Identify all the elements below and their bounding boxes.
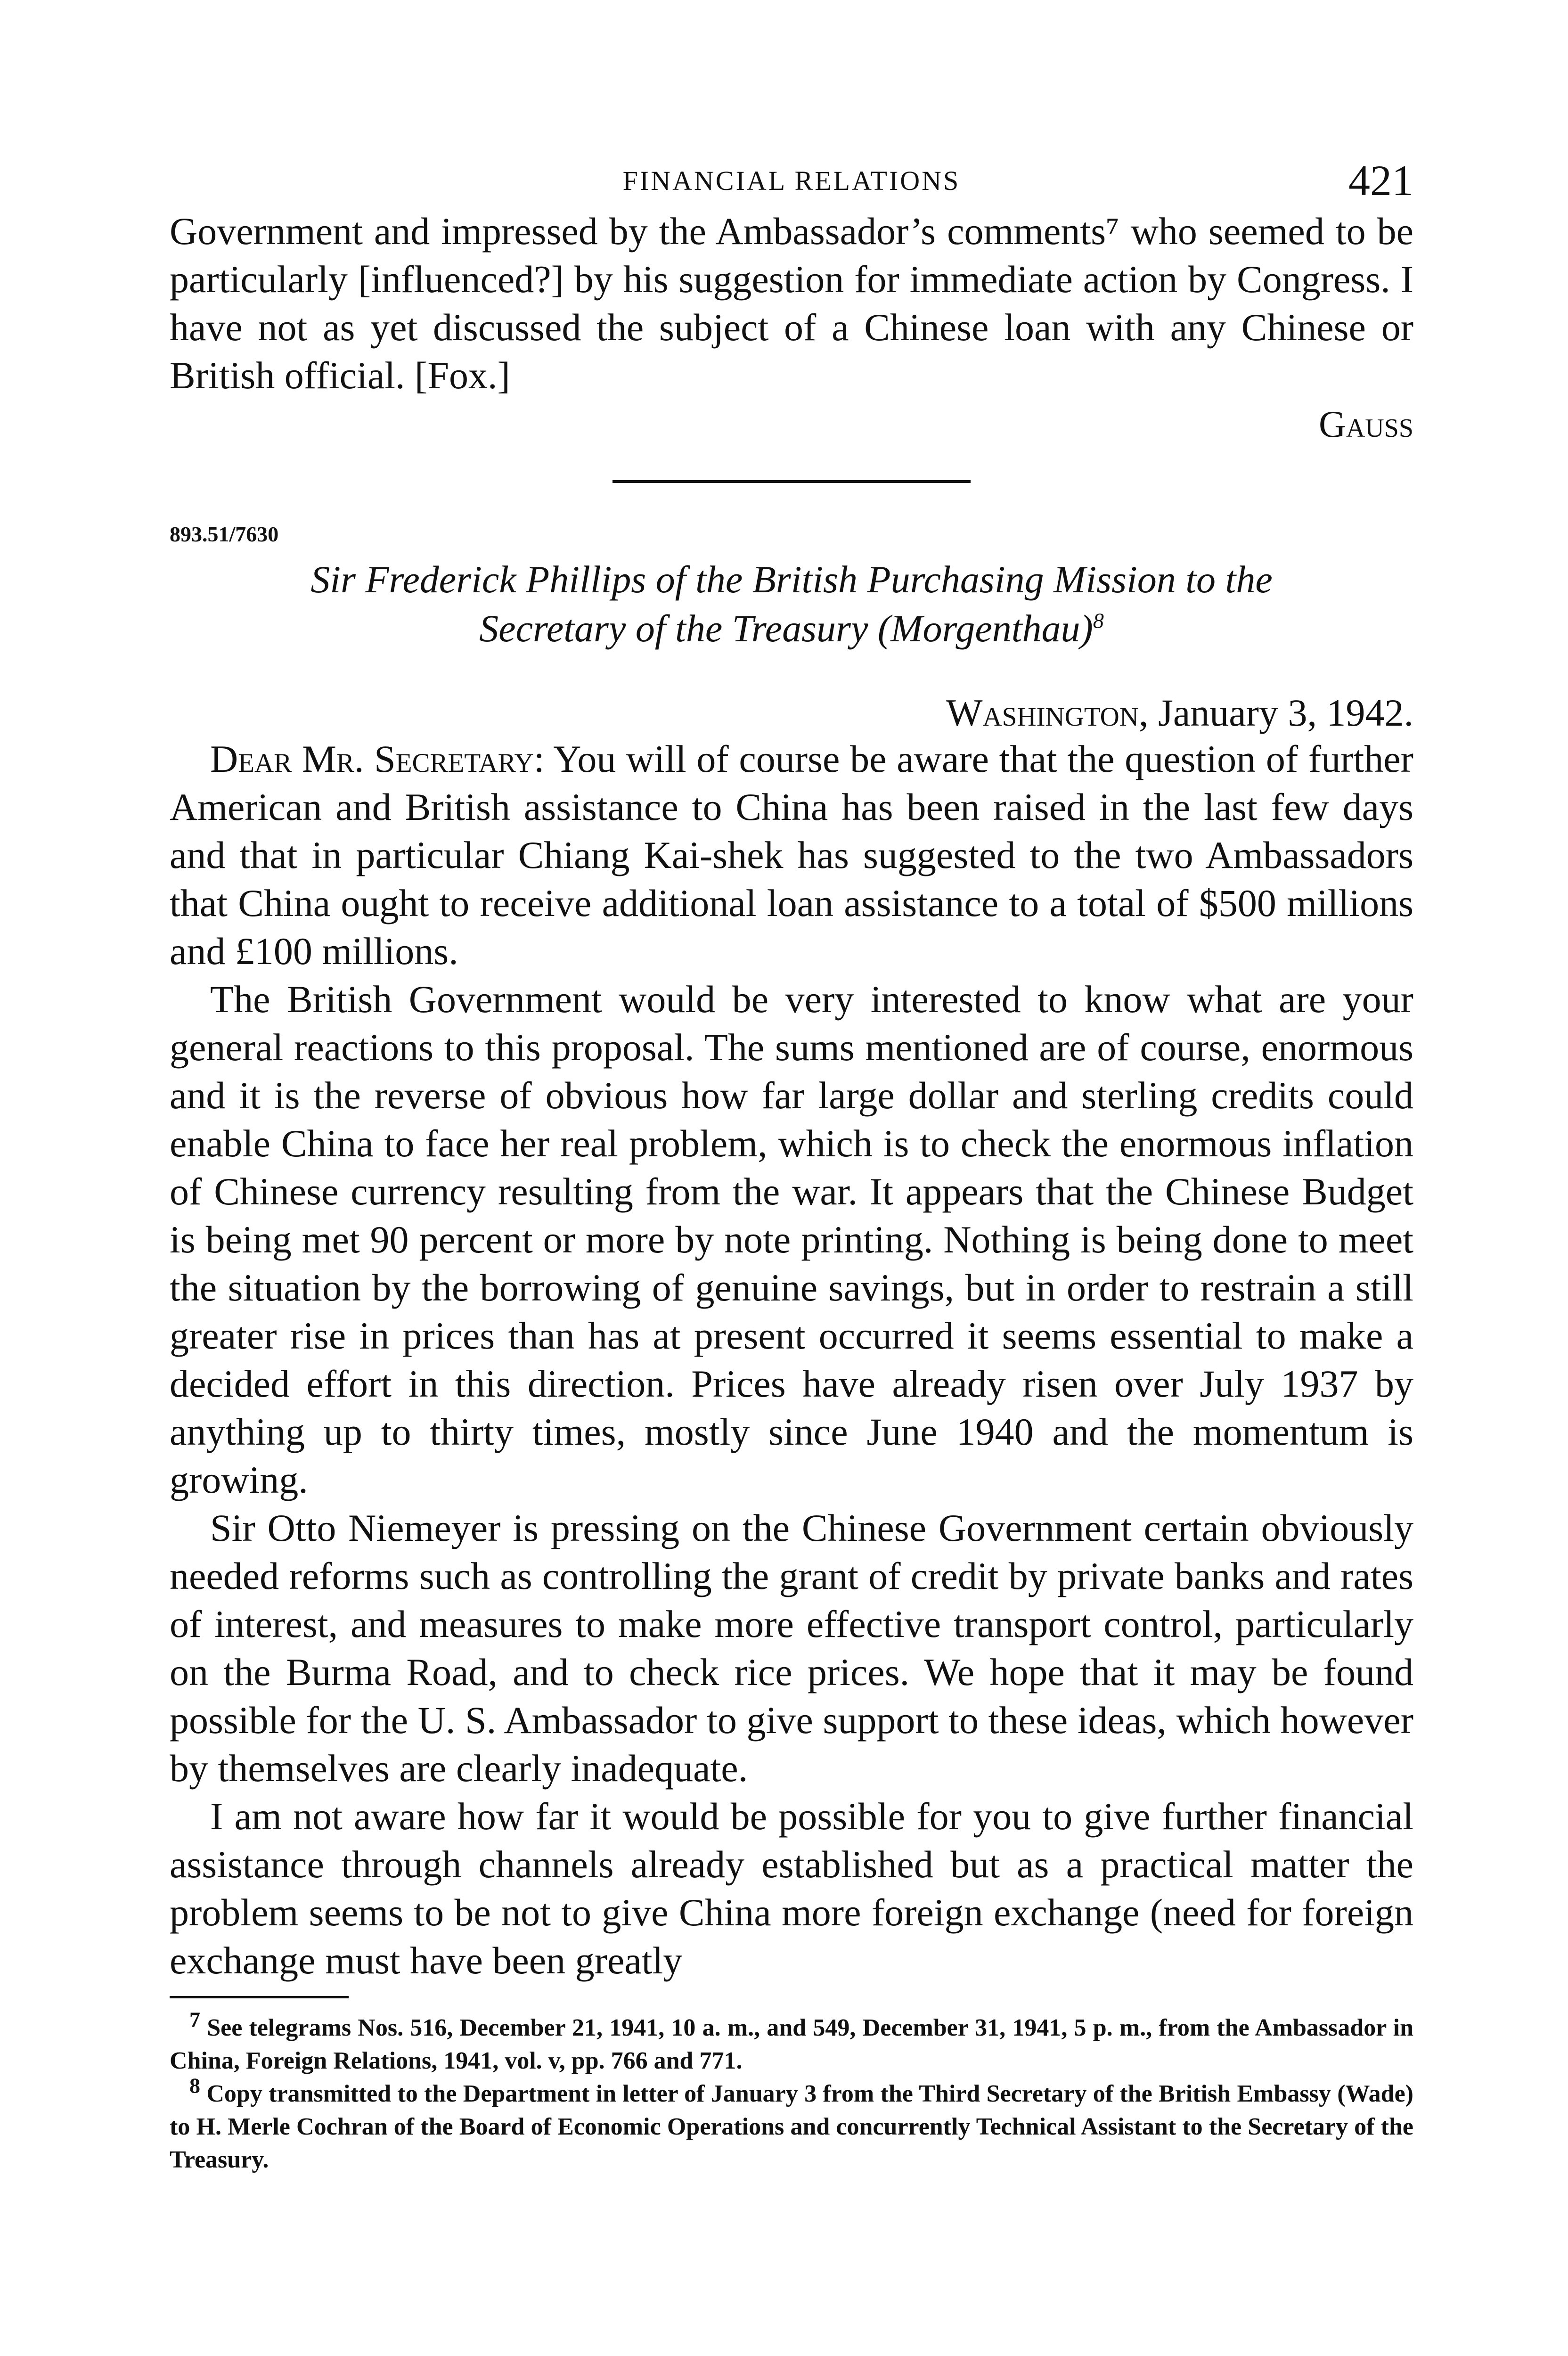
signature: Gauss [1319,404,1413,445]
footnote-8-text: Copy transmitted to the Department in letter of January 3 from the Third Secretary of the British Embassy (Wade) to H. Merle Cochran of the Board of Economic Operations and concurrently Technical Assistant to the Secretary of the Treasury. [170,2080,1413,2173]
footnote-rule [170,1996,349,1998]
running-title: FINANCIAL RELATIONS [622,165,961,196]
heading-line-2-text: Secretary of the Treasury (Morgenthau) [479,607,1093,650]
footnote-7 [170,2007,1413,2078]
previous-document-text [170,207,1413,400]
footnotes [170,2007,1413,2176]
page-number: 421 [1348,156,1413,205]
file-number: 893.51/7630 [170,522,279,546]
footnote-marker-8: 8 [1093,608,1104,633]
letter-paragraph-2: The British Government would be very interested to know what are your general reactions to this proposal. The sums mentioned are of course, enormous and it is the reverse of obvious how far large dollar and sterling credits could enable China to face her real problem, which is to check the enormous inflation of Chinese currency resulting from the war. It appears that the Chinese Budget is being met 90 percent or more by note printing. Nothing is being done to meet the situation by the borrowing of genuine savings, but in order to restrain a still greater rise in prices than has at present occurred it seems essential to make a decided effort in this direction. Prices have already risen over July 1937 by anything up to thirty times, mostly since June 1940 and the momentum is growing. [170,978,1413,1501]
letter-paragraph-1 [170,735,1413,975]
section-divider [612,480,971,483]
footnote-7-text: See telegrams Nos. 516, December 21, 1941, 10 a. m., and 549, December 31, 1941, 5 p. m., from the Ambassador in China, Foreign Relations, 1941, vol. v, pp. 766 and 771. [170,2014,1413,2074]
running-header [170,155,1413,207]
heading-line-2 [170,604,1413,653]
dateline-date: January 3, 1942. [1148,691,1413,734]
closing-paragraph: Government and impressed by the Ambassador’s comments⁷ who seemed to be particularly [influenced?] by his suggestion for immediate action by Congress. I have not as yet discussed the subject of a Chinese loan with any Chinese or British official. [Fox.] [170,210,1413,397]
letter-paragraph-4: I am not aware how far it would be possible for you to give further financial assistance through channels already established but as a practical matter the problem seems to be not to give China more foreign exchange (need for foreign exchange must have been greatly [170,1795,1413,1982]
paragraph-1-text: You will of course be aware that the question of further American and British assistance to China has been raised in the last few days and that in particular Chiang Kai-shek has suggested to the two Ambassadors that China ought to receive additional loan assistance to a total of $500 millions and £100 millions. [170,737,1413,973]
footnote-8 [170,2073,1413,2176]
heading-line-1: Sir Frederick Phillips of the British Purchasing Mission to the [310,558,1273,601]
letter-paragraph-3: Sir Otto Niemeyer is pressing on the Chinese Government certain obviously needed reforms such as controlling the grant of credit by private banks and rates of interest, and measures to make more effective transport control, particularly on the Burma Road, and to check rice prices. We hope that it may be found possible for the U. S. Ambassador to give support to these ideas, which however by themselves are clearly inadequate. [170,1506,1413,1790]
document-page [170,155,1413,2176]
salutation: Dear Mr. Secretary: [210,737,545,780]
footnote-8-marker: 8 [189,2073,200,2098]
dateline [170,691,1413,735]
letter-body [170,735,1413,1985]
footnote-7-marker: 7 [189,2007,200,2032]
document-heading [170,555,1413,653]
dateline-place: Washington, [946,691,1149,734]
